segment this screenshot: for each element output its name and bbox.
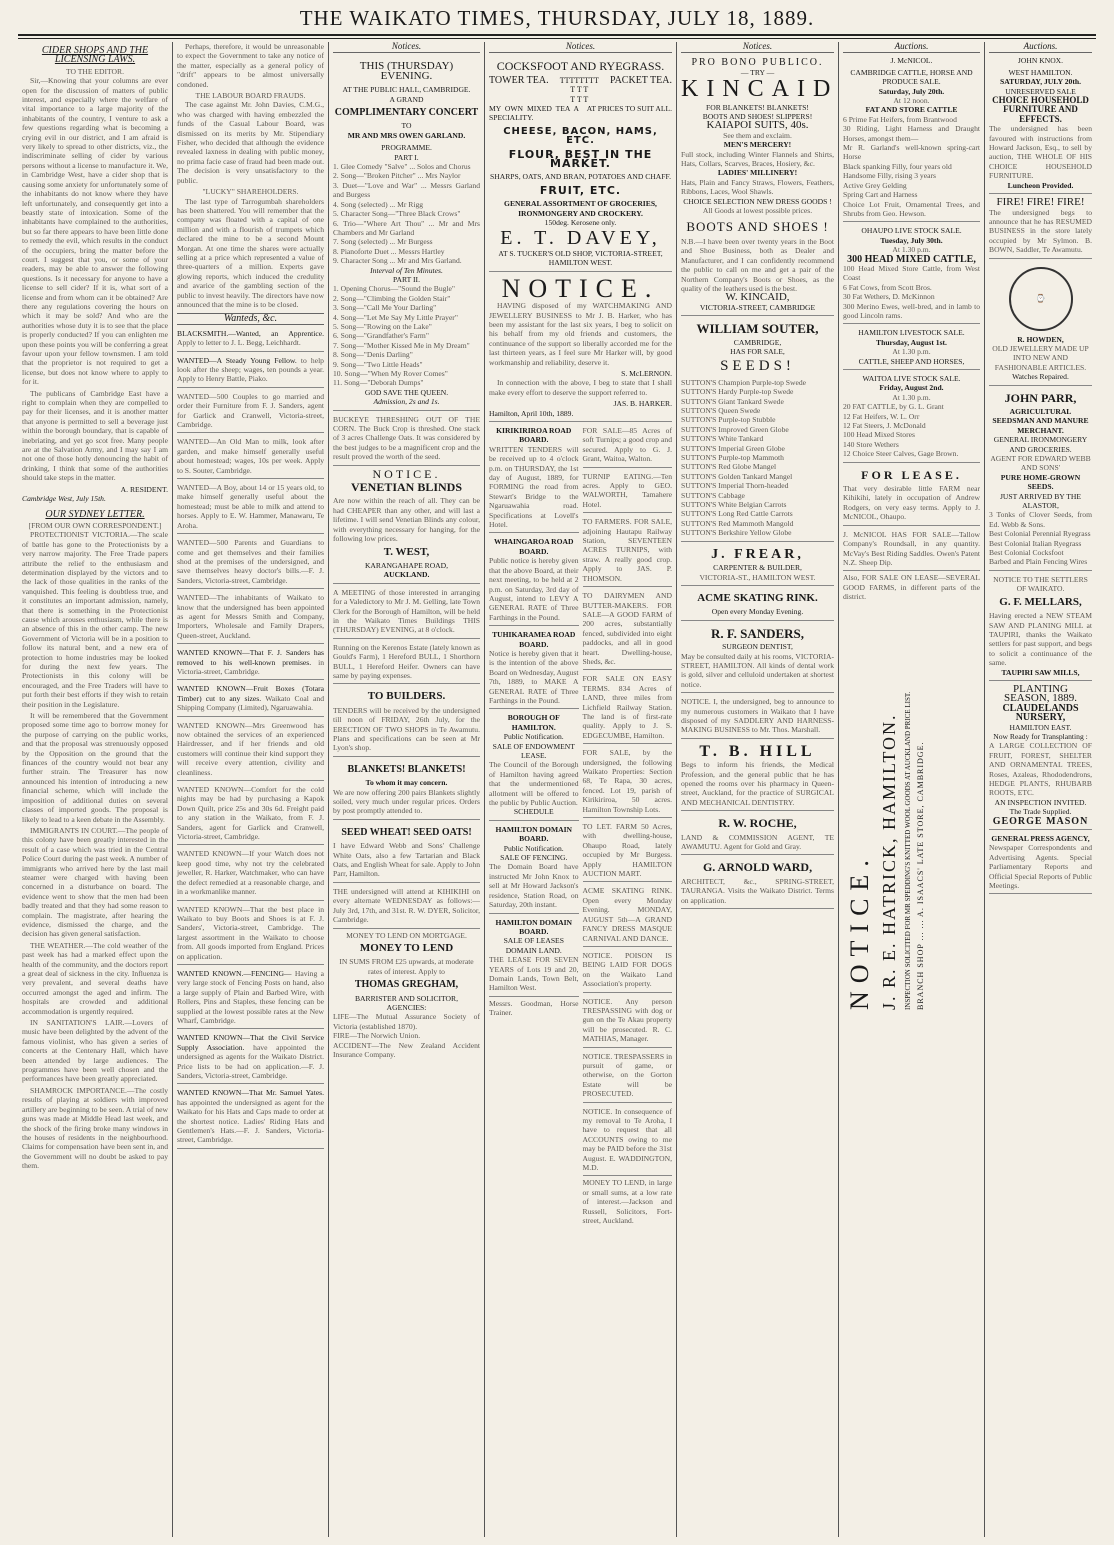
money-to-lend: MONEY TO LEND [359,941,454,954]
bull-notice: Running on the Kerenos Estate (lately known as Gould's Farm), 1 Hereford BULL, 1 Shorthorn BULL, 1 Hereford Heifer. Owners can have same by paying expenses. [333,641,480,685]
nursery-ad [989,683,1092,830]
ward-body: ARCHITECT, &c., SPRING-STREET, TAURANGA. Visits the Waikato District. Terms on application. [681,876,834,905]
wanted-ad: WANTED KNOWN—If your Watch does not keep good time, why not try the celebrated jeweller, R. Harker, Watchmaker, who can have the defect remedied at a reasonable charge, and in a workmanlike manner. [177,847,324,900]
mixed-tea: MY OWN MIXED TEA A SPECIALITY. [489,104,579,123]
kincaid-name: KINCAID [681,76,838,103]
part-1-heading: PART I. [394,152,419,162]
blankets-ad [333,759,480,820]
column-5-notices [677,42,838,1537]
concert-grand: A GRAND [389,94,424,104]
masthead-rule [18,34,1096,36]
sanders-ad [681,623,834,693]
parr-ad [989,388,1092,571]
auctions-heading: Auctions. [843,42,980,53]
goodman-ad: Messrs. Goodman, Horse Trainer. [489,998,579,1018]
press-ad [989,832,1092,894]
concert-title: COMPLIMENTARY CONCERT [334,107,479,119]
mellars-body: Having erected a NEW STEAM SAW AND PLANING MILL at TAUPIRI, thanks the Waikato settlers for past support, and begs to solicit a continuance of the same. [989,611,1092,668]
wanted-ad: WANTED—500 Couples to go married and order their Furniture from F. J. Sanders, agent for Garlick and Cranwell, Victoria-street, Cambridge. [177,390,324,434]
dairymen-ad: TO DAIRYMEN AND BUTTER-MAKERS. FOR SALE—A GOOD FARM of 200 acres, substantially fenced, subdivided into eight paddocks, and all in good heart. Dwelling-house, Sheds, &c. [583,589,673,670]
hatrick-branch: BRANCH SHOP ... ... A. ISAACS' LATE STORE, CAMBRIDGE. [916,741,925,1010]
kincaid-address: VICTORIA-STREET, CAMBRIDGE [699,302,816,312]
davey-address: AT S. TUCKER'S OLD SHOP, VICTORIA-STREET, HAMILTON WEST. [498,248,663,268]
endowment-title: SALE OF ENDOWMENT LEASE. [492,741,575,760]
kaiapoi-sub: See them and exclaim. [723,130,792,140]
souter-has: HAS FOR SALE, [730,346,785,356]
road-board-row [489,424,672,1225]
alastor: JUST ARRIVED BY THE ALASTOR, [999,491,1082,511]
sale-time: At 12 noon. [893,96,930,106]
sanders-trade: SURGEON DENTIST, [722,642,793,652]
fruit-line: FRUIT, ETC. [539,183,622,197]
planting-season: PLANTING SEASON, 1889. [1003,682,1078,705]
sale-ad: FOR SALE—85 Acres of soft Turnips; a good crop and secured. Apply to G. J. Grant, Waitoa, Walton. [583,424,673,468]
parr-name: JOHN PARR, [1004,390,1077,405]
domain-title-2: HAMILTON DOMAIN BOARD. [495,917,573,936]
fencing-title: SALE OF FENCING. [500,853,568,863]
domain-ad [489,823,579,914]
wanted-title: WANTED—A Steady Young Fellow. [177,355,297,365]
now-ready: Now Ready for Transplanting : [993,731,1088,741]
try: — TRY — [740,67,775,77]
wanted-title: WANTED KNOWN.—FENCING— [177,968,292,978]
alastor-list: 3 Tonks of Clover Seeds, from Ed. Webb & Sons. Best Colonial Perennial Ryegrass Best Colonial Italian Ryegrass Best Colonial Cocksfoot Barbed and Plain Fencing Wires [989,510,1092,567]
seed-title: SEED WHEAT! SEED OATS! [341,826,472,838]
wanteds-heading: Wanteds, &c. [177,313,324,324]
wanted-ad: WANTED KNOWN—That F. J. Sanders has removed to his well-known premises. in Victoria-street, Cambridge. [177,646,324,680]
trade: The Trade Supplied. [1009,807,1072,817]
builders-ad [333,686,480,756]
west-city: AUCKLAND. [383,570,430,580]
acme-ad [681,588,834,621]
taupiri: TAUPIRI SAW MILLS, [1001,667,1080,677]
sydney-heading: OUR SYDNEY LETTER. [45,508,145,520]
programme-heading: PROGRAMME. [381,143,432,153]
whaingaroa-body: Public notice is hereby given that the above Board, at their next meeting, to be held at 2 p.m. on Saturday, 3rd day of August, intend to LEVY A GENERAL RATE of Three Farthings in the Pound. [489,556,579,622]
fire-ad [989,196,1092,258]
ward-name: G. ARNOLD WARD, [702,860,813,875]
wanted-ad: WANTED KNOWN—That the Civil Service Supply Association. have appointed the undersigned as agents for the Waikato District. Price lists to be had on application.—F. J. Sanders, Victoria-street, Cambridge. [177,1031,324,1084]
west-hamilton: WEST HAMILTON. [1008,67,1073,77]
tea-row-2 [489,104,672,123]
sale-time: At 1.30 p.m. [892,245,931,255]
roche-name: R. W. ROCHE, [718,816,797,831]
howden-ad [989,261,1092,386]
interval: Interval of Ten Minutes. [370,265,443,275]
masthead-rule-thin [18,38,1096,39]
mens-mercery: MEN'S MERCERY! [723,140,792,150]
davey-ad [489,56,672,271]
mellars-ad [989,573,1092,681]
groceries-line: GENERAL ASSORTMENT OF GROCERIES, IRONMONGERY AND CROCKERY. [504,199,657,218]
article-text: IMMIGRANTS IN COURT.—The people of this colony have been greatly interested in the result of a case which was tried in the Central Police Court during the past week. A number of immigrants who arrived here by the last mail steamer were charged with having been concerned in a disturbance on board. The evidence went to show that the men had been badly treated and that they had some reason to complain. The magistrate, after hearing the evidence, dismissed the charge, and the decision has given general satisfaction. [22,825,168,939]
auctions-heading: Auctions. [989,42,1092,53]
agencies: AGENCIES: [386,1002,427,1012]
frear-trade: CARPENTER & BUILDER, [713,563,802,573]
kirikiriroa-ad [489,424,579,533]
notice-word: NOTICE. [372,466,441,481]
knox-ad [989,66,1092,194]
souter-ad [681,318,834,542]
waitoa-title: WAITOA LIVE STOCK SALE. [862,374,961,383]
column-2-wanteds [173,42,328,1537]
watches-repaired: Watches Repaired. [1012,372,1069,382]
wanted-ad: WANTED—A Steady Young Fellow. to help look after the sheep; wages, ten pounds a year. Apply to Henry Battle, Piako. [177,354,324,388]
agent-line: AGENT FOR EDWARD WEBB AND SONS' [990,454,1091,473]
builders-title: TO BUILDERS. [367,690,446,703]
blankets-body: We are now offering 200 pairs Blankets slightly soiled, very much under regular prices. Orders by post promptly attended to. [333,787,480,816]
tea-logo: TTTTTTTT T T T T T T [559,75,599,104]
acme-ad: ACME SKATING RINK. Open every Monday Evening. MONDAY, AUGUST 5th—A GRAND FANCY DRESS MASQUE CARNIVAL AND DANCE. [583,884,673,946]
ironmongery: GENERAL IRONMONGERY AND GROCERIES. [993,435,1088,454]
head-300: 300 HEAD MIXED CATTLE, [847,253,976,265]
fat-store-body: 6 Prime Fat Heifers, from Brantwood 30 Riding, Light Harness and Draught Horses, amongst them— Mr R. Garland's well-known spring-cart Horse Black spanking Filly, four years old Handsome Filly, rising 3 years Active Grey Gelding Spring Cart and Harness Choice Lot Fruit, Ornamental Trees, and Shrubs from Geo. Hewson. [843,114,980,218]
sharps-line: SHARPS, OATS, AND BRAN, POTATOES AND CHAFF. [490,172,671,182]
cattle-title: CAMBRIDGE CATTLE, HORSE AND PRODUCE SALE. [850,67,973,87]
mcnicol-sale: J. McNICOL HAS FOR SALE—Tallow Company's Roundsall, in any quantity. McVay's Best Riding Saddles. Owen's Patent N.Z. Sheep Dip. [843,528,980,572]
article-text: Perhaps, therefore, it would be unreasonable to expect the Government to take any notice of the matter, especially as a general policy of "drift" appears to be almost universally condoned. [177,42,324,89]
barrister: BARRISTER AND SOLICITOR, [354,993,459,1003]
article-date: Cambridge West, July 15th. [22,494,106,504]
hatrick-notice: NOTICE. [845,852,874,1010]
press-body: Newspaper Correspondents and Advertising Agents. Special Parliamentary Reports and Official Special Reports of Public Meetings. [989,843,1092,891]
sale-time: At 1.30 p.m. [892,392,931,402]
notice-body: HAVING disposed of my WATCHMAKING AND JEWELLERY BUSINESS to Mr J. B. Harker, who has been my assistant for the last six years, I beg to solicit on his behalf from my old friends and customers, the continuance of the support so liberally accorded me for the last thirteen years, as I feel sure Mr Harker will, by good workmanship and reliability, deserve it. [489,301,672,367]
mercery-body: Full stock, including Winter Flannels and Shirts, Hats, Collars, Scarves, Braces, Hosiery, &c. [681,149,834,169]
tower-tea: TOWER TEA. [489,74,549,86]
trespass-notice-2: NOTICE. TRESPASSERS in pursuit of game, or otherwise, on the Gorton Estate will be PROSECUTED. [583,1050,673,1103]
notice-ad: THE undersigned will attend at KIHIKIHI on every alternate WEDNESDAY as follows:—July 3rd, 17th, and 31st. R. W. DYER, Solicitor, Cambridge. [333,885,480,929]
cattle-date: Saturday, July 20th. [878,86,945,96]
kirikiriroa-body: WRITTEN TENDERS will be received up to 4 o'clock p.m. on THURSDAY, the 1st day of August, 1889, for FORMING the road from Stewart's Bridge to the Ngaruawahia road. Specifications at Lovell's Hotel. [489,444,579,530]
ohaupo-title: OHAUPO LIVE STOCK SALE. [861,226,962,236]
concert-when: THIS (THURSDAY) EVENING. [359,60,454,82]
knox-body: The undersigned has been favoured with instructions from Howard Jackson, Esq., to sell by auction, THE WHOLE OF HIS CHOICE HOUSEHOLD FURNITURE. [989,124,1092,181]
money-body: IN SUMS FROM £25 upwards, at moderate rates of interest. Apply to [339,957,474,976]
knox-date: SATURDAY, JULY 20th. [999,77,1082,87]
trespass-notice: NOTICE. Any person TRESPASSING with dog or gun on the Te Akau property will be prosecuted. R. C. MATHIAS, Manager. [583,995,673,1048]
money-lend-ad: MONEY TO LEND, in large or small sums, at a low rate of interest.—Jackson and Russell, Solicitors, Fort-street, Auckland. [582,1178,672,1226]
blankets-sub: To whom it may concern. [365,778,448,788]
leases-ad [489,916,579,997]
money-mortgage: MONEY TO LEND ON MORTGAGE. [346,930,467,940]
auctioneer: J. McNICOL. [890,56,933,66]
road-board-left [489,424,579,1225]
cider-heading: CIDER SHOPS AND THE LICENSING LAWS. [41,45,149,66]
article-text: PROTECTIONIST VICTORIA.—The scale of battle has gone to the Protectionists by a very narrow majority. The Free Trade papers attribute the relief to the enthusiasm and determination displayed by the victors and to the lack of those qualities in the ranks of the vanquished. This feeling is doubtless true, and it constitutes an important admission, namely, that there is something in the Protectionist cause which arouses enthusiasm, while there is an absence of this in the other camp. The new Government of Victoria will be in a position to follow its natural bent, and a new era of protection to home industries may be looked for during the next few years. The Protectionists in this colony will be encouraged, and the Free Traders will have to put forth their best efforts if they wish to retain their position in the Legislature. [22,530,168,709]
hatrick-vertical-ad [845,630,975,1010]
davey-name: E. T. DAVEY, [500,226,661,249]
press-title: GENERAL PRESS AGENCY, [991,834,1090,844]
article-text: THE WEATHER.—The cold weather of the past week has had a marked effect upon the health of the community, and the doctors report a great deal of sickness in the city. Influenza is very prevalent, and several deaths have occurred amongst the aged and infirm. The hospitals are crowded and additional accommodation is urgently required. [22,940,168,1016]
blankets: FOR BLANKETS! BLANKETS! [706,102,809,112]
borough-sub: Public Notification. [503,732,564,742]
ohaupo-body: 100 Head Mixed Store Cattle, from West Coast 6 Fat Cows, from Scott Bros. 30 Fat Wethers, D. McKinnon 300 Merino Ewes, well-bred, and in lamb to good Lincoln rams. [843,263,980,320]
road-board-right [583,424,673,1225]
concert-to: TO [401,121,412,131]
boots-body: N.B.—I have been over twenty years in the Boot and Shoe Business, both as Dealer and Manufacturer, and I can confidently recommend the public to call on me and get a pair of the Northern Company's Boots or Shoes, as the quality of the leathers used is the best. [681,236,834,293]
seeds-title: SEEDS! [720,358,795,375]
claudelands: CLAUDELANDS NURSERY, [1002,702,1079,724]
hatrick-wool: INSPECTION SOLICITED FOR MR SPEDDING'S KNITTED WOOL GOODS AT AUCKLAND PRICE LIST. [904,691,912,1010]
lease-body: That very desirable little FARM near Kihikihi, lately in occupation of Andrew Rodgers, on very easy terms. Apply to J. McNICOL, Ohaupo. [843,484,980,522]
article-text: The case against Mr. John Davies, C.M.G., who was charged with having embezzled the funds of the Casual Labour Board, was dismissed on its merits by Mr. Stipendiary Fisher, who decided that although the evidence revealed laxness in dealing with public money, no prima facie case of fraud had been made out. The decision is very unsatisfactory to the public. [177,100,324,185]
waitoa-date: Friday, August 2nd. [879,383,944,393]
seed-body: I have Edward Webb and Sons' Challenge White Oats, also a few Tartarian and Black Oats, and English Wheat for sale. Apply to John Parr, Hamilton. [333,841,480,879]
farms-sale: Also, FOR SALE ON LEASE—SEVERAL GOOD FARMS, in different parts of the district. [843,573,980,602]
column-1-editorial [18,42,172,1537]
settlers-line: NOTICE TO THE SETTLERS OF WAIKATO. [993,574,1088,594]
pure-seeds: PURE HOME-GROWN SEEDS. [1000,472,1081,492]
kincaid-signature: W. KINCAID, [725,291,790,304]
article-text: The last type of Tarrogumbah shareholders has been shattered. You will remember that the company was floated with a capital of one million and with a flourish of trumpets which declared the mine to be a second Mount Morgan. At one time the shares were actually selling at a price which represented a value of three-quarters of a million. Experts gave glowing reports, which induced the credulity and avarice of the gambling section of the public to invest heavily. The directors have now announced that the mine is to be closed. [177,196,324,309]
packet-tea: PACKET TEA. [609,74,672,86]
kirikiriroa-title: KIRIKIRIROA ROAD BOARD. [496,426,572,445]
leases-body: THE LEASE FOR SEVEN YEARS of Lots 19 and 20, Domain Lands, Town Belt, Hamilton West. [489,955,579,993]
hamilton-date: Thursday, August 1st. [876,337,947,347]
farmers-ad: TO FARMERS. FOR SALE, adjoining Hautapu Railway Station, SEVENTEEN ACRES TURNIPS, with straw. A really good crop. Apply to JAS. P. THOMSON. [583,515,673,587]
household: CHOICE HOUSEHOLD FURNITURE AND EFFECTS. [992,95,1089,124]
author-signature: A. RESIDENT. [120,484,168,494]
endowment-body: The Council of the Borough of Hamilton having agreed that the undermentioned allotment will be offered to the public by Public Auction. [489,760,579,808]
easy-terms-ad: FOR SALE ON EASY TERMS. 834 Acres of LAND, three miles from Lichfield Railway Station. The land is of first-rate quality. Apply to J. S. EDGECUMBE, Hamilton. [583,672,673,744]
blankets-title: BLANKETS! BLANKETS! [347,763,466,775]
harker-notice [489,274,672,422]
cattle-sale [843,66,980,223]
hill-name: T. B. HILL [699,742,816,760]
buckeye-ad: BUCKEYE THRESHING OUT OF THE CORN. The Buck Crop is threshed. One stack of 3 acres Challenge Oats. It was considered by the best judges to be a magnificent crop and the result proved the worth of the seed. [333,413,480,466]
domain-sub: Public Notification. [503,843,564,853]
seeds-list: SUTTON'S Champion Purple-top Swede SUTTON'S Hardy Purple-top Swede SUTTON'S Giant Tankard Swede SUTTON'S Queen Swede SUTTON'S Purple-top Stubble SUTTON'S Improved Green Globe SUTTON'S White Tankard SUTTON'S Imperial Green Globe SUTTON'S Purple-top Mammoth SUTTON'S Red Globe Mangel SUTTON'S Golden Tankard Mangel SUTTON'S Imperial Thorn-headed SUTTON'S Cabbage SUTTON'S White Belgian Carrots SUTTON'S Long Red Cattle Carrots SUTTON'S Red Mammoth Mangold SUTTON'S Berkshire Yellow Globe [681,377,807,538]
waitoa-body: 20 FAT CATTLE, by G. L. Grant 12 Fat Heifers, W. L. Orr 12 Fat Steers, J. McDonald 100 Head Mixed Stores 140 Store Wethers 12 Choice Steer Calves, Gage Brown. [843,402,959,459]
mason: GEORGE MASON [992,815,1089,827]
wanted-ad: WANTED—The inhabitants of Waikato to know that the undersigned has been appointed as agent for Messrs Smith and Company, Importers, Wholesale and Family Drapers, Queen-street, Auckland. [177,591,324,644]
part-2-heading: PART II. [393,274,420,284]
knox-name: JOHN KNOX. [1017,56,1064,66]
roche-ad [681,813,834,855]
poison-notice: NOTICE. POISON IS BEING LAID FOR DOGS on the Waikato Land Association's property. [583,949,673,993]
ladies-millinery: LADIES' MILLINERY! [717,168,798,178]
meeting-notice: A MEETING of those interested in arranging for a Valedictory to Mr J. M. Gelling, late Town Clerk for the Borough of Hamilton, will be held in the Waikato Times Buildings THIS (THURSDAY) EVENING, at 8 o'clock. [333,586,480,639]
west-name: T. WEST, [383,545,430,558]
removal-notice: NOTICE. In consequence of my removal to Te Aroha, I have to request that all ACCOUNTS owing to me may be PAID before the 31st August. E. WADDINGTON, M.D. [583,1105,673,1177]
wanted-ad: WANTED KNOWN.—FENCING— Having a very large stock of Fencing Posts on hand, also a large supply of Plain and Barbed Wire, with Rollers, Pins and Staples, these fencing can be supplied at the lowest possible rates at the New Wharf, Cambridge. [177,967,324,1029]
for-lease [843,465,980,526]
subheading: "LUCKY" SHAREHOLDERS. [202,187,299,197]
article-text: Sir,—Knowing that your columns are ever open for the discussion of matters of public interest, and especially where the welfare of vital importance to a large majority of the inhabitants of the country, I venture to ask a few questions regarding what is becoming a crying evil in our district, and I am afraid is very likely to spread to other districts, viz., the indiscriminate selling of cider by various persons without a license to manufacture it. We, in Cambridge West, have a cider shop that is causing some anxiety for unfortunately some of the inhabitants do not know where they have left unfortunately, and consequently get into a beastly state of intoxication. Some of the inhabitants have complained to the authorities, but so far there appears to have been little done to remedy the evil, which results in the conduct of the occupiers, bring the matter before the court. I suggest that you, or some of your readers, may be able to answer the following questions. Is it necessary for anyone to have a license to sell cider? If it is, what sort of a license and from whom can it be obtained? Are there any regulations covering the hours on which it may be sold? And who are the authorities whose duty it is to see that the place is properly conducted? If you can enlighten me upon these points you will be conferring a great favour upon your fellow townsmen. I am told that the proprietor is not required to get a license, but does not know where to apply to for it. [22,76,168,387]
notice-title: NOTICE. [501,273,660,303]
agencies-list: LIFE—The Mutual Assurance Society of Victoria (established 1870). FIRE—The Norwich Union. ACCIDENT—The New Zealand Accident Insurance Company. [333,1012,480,1059]
venetian-body: Are now within the reach of all. They can be had CHEAPER than any other, and will last a lifetime. I will send Venetian Blinds any colour, with everything necessary for hanging, for the following low prices. [333,496,480,544]
acme-open: Open every Monday Evening. [711,607,804,617]
boots-shoes-title: BOOTS AND SHOES ! [686,218,829,234]
borough-ad [489,711,579,820]
nursery-body: A LARGE COLLECTION OF FRUIT, FOREST, SHELTER AND ORNAMENTAL TREES, Roses, Azaleas, Rhododendrons, HEDGE PLANTS, RHUBARB ROOTS, ETC. [989,741,1092,798]
wanted-ad: WANTED KNOWN—That the best place in Waikato to buy Boots and Shoes is at F. J. Sanders', Victoria-street, Cambridge. The largest assortment in the Waikato to choose from. All goods imported from England. Prices on application. [177,903,324,965]
luncheon: Luncheon Provided. [1007,180,1074,190]
ohaupo-sale [843,224,980,324]
article-text: SHAMROCK IMPORTANCE.—The costly results of playing at soldiers with improved artillery are beginning to be seen. A trial of new guns was made at Middle Head last week, and the shock of the firing broke many windows in the houses of residents in the neighbourhood. Claims for compensation have been sent in, and the Government will no doubt be asked to pay them. [22,1085,168,1171]
wanted-title: WANTED KNOWN—That the Civil Service Supply Association. [177,1033,324,1052]
cattle-sheep-horses: CATTLE, SHEEP AND HORSES, [858,356,965,366]
notice-hotel: NOTICE. I, the undersigned, beg to announce to my numerous customers in Waikato that I have disposed of my SADDLERY AND HARNESS-MAKING BUSINESS to Mr. Thos. Marshall. [681,695,834,739]
leases-title: SALE OF LEASES DOMAIN LAND. [503,936,564,955]
wanted-ad: WANTED KNOWN—Mrs Greenwood has now obtained the services of an experienced Hairdresser, and if her friends and old customers will continue their kind support they will receive every attention, civility and cleanliness. [177,719,324,781]
lease-title: FOR LEASE. [861,467,962,482]
wanted-title: WANTED KNOWN—Fruit Boxes (Totara Timber) cut to any sizes. [177,684,324,703]
wanted-ad: WANTED KNOWN—That Mr. Samuel Yates. has appointed the undersigned as agent for the Waikato for his Hats and Caps made to order at the shortest notice. Ladies' Riding Hats and Gentlemen's Hats.—F. J. Sanders, Victoria-street, Cambridge. [177,1086,324,1148]
schedule-title: SCHEDULE [513,807,554,817]
tea-row [489,76,672,104]
waitoa-sale [843,372,980,463]
notice-date: Hamilton, April 10th, 1889. [489,408,574,418]
sanders-name: R. F. SANDERS, [710,625,805,641]
wanted-title: WANTED KNOWN—That F. J. Sanders has removed to his well-known premises. [177,648,324,667]
hamilton-livestock [843,326,980,370]
wanted-ad: WANTED—500 Parents and Guardians to come and get themselves and their families shod at the premises of the undersigned, and save themselves heavy doctor's bills.—F. J. Sanders, Victoria-street, Cambridge. [177,536,324,589]
kincaid-ad [681,56,838,316]
hatrick-name: J. R. E. HATRICK, HAMILTON. [879,713,899,1010]
god-save: GOD SAVE THE QUEEN. [364,387,449,397]
frear-ad [681,544,834,586]
column-4-notices [485,42,676,1537]
prices: AT PRICES TO SUIT ALL. [586,104,672,114]
flour-line: FLOUR, BEST IN THE MARKET. [508,147,653,171]
fencing-body: The Domain Board have instructed Mr John Knox to sell at Mr Howard Jackson's residence, Station Road, on Saturday, 20th instant. [489,862,579,910]
venetian-title: VENETIAN BLINDS [350,480,463,495]
mellars-name: G. F. MELLARS, [999,595,1082,608]
hill-body: Begs to inform his friends, the Medical Profession, and the general public that he has opened the rooms over his pharmacy in Queen-street, Auckland, for the practice of SURGICAL AND MECHANICAL DENTISTRY. [681,760,834,807]
waikato-properties: FOR SALE, by the undersigned, the following Waikato Properties: Section 68, Te Rapa, 30 acres, fenced. Lot 19, parish of Kirikiriroa, 50 acres. Hamilton Township Lots. [583,746,673,818]
venetian-ad [333,468,480,584]
wanted-ad: WANTED—A Boy, about 14 or 15 years old, to make himself generally useful about the homestead; must be able to milk and attend to horses. Apply to E. W. Hammer, Manawaru, Te Aroha. [177,481,324,534]
tuhikaramea-title: TUHIKARAMEA ROAD BOARD. [492,630,576,649]
ohaupo-date: Tuesday, July 30th. [880,235,943,245]
kerosene-line: 150deg. Kerosene only. [544,218,617,228]
concert-ad [333,56,480,410]
harker: JAS. B. HARKER. [613,399,672,409]
roche-body: LAND & COMMISSION AGENT, TE AWAMUTU. Agent for Gold and Gray. [681,832,834,852]
domain-title: HAMILTON DOMAIN BOARD. [495,824,573,844]
turnip-ad: TURNIP EATING.—Ten acres. Apply to GEO. WALWORTH, Tamahere Hotel. [583,470,673,514]
programme-list: 1. Glee Comedy "Salve" ... Solos and Chorus 2. Song—"Broken Pitcher" ... Mrs Naylor 3. Duet—"Love and War" ... Messrs Garland and Burgess 4. Song (selected) ... Mr Rigg 5. Character Song—"Three Black Crows" 6. Trio—"Where Art Thou" ... Mr and Mrs Chambers and Mr Garland 7. Song (selected) ... Mr Burgess 8. Pianoforte Duet ... Messrs Hartley 9. Character Song ... Mr and Mrs Garland. [333,162,480,266]
wanted-ad: WANTED KNOWN—Fruit Boxes (Totara Timber) cut to any sizes. Waikato Coal and Shipping Company (Limited), Ngaruawahia. [177,682,324,716]
notices-heading: Notices. [333,42,480,53]
probono: PRO BONO PUBLICO. [691,57,824,69]
wanted-ad: WANTED KNOWN—Comfort for the cold nights may be had by purchasing a Kapok Down Quilt, price 25s and 30s 6d. Freight paid to any station in the Waikato, from F. J. Sanders, agent for Garlick and Cranwell, Victoria-street, Cambridge. [177,783,324,845]
frear-address: VICTORIA-ST., HAMILTON WEST. [699,572,816,582]
wanted-ad: BLACKSMITH.—Wanted, an Apprentice. Apply to letter to J. L. Begg, Leichhardt. [177,327,324,352]
watch-icon: ⌚ [1009,267,1073,331]
wanted-title: WANTED KNOWN—That Mr. Samuel Yates. [177,1088,324,1098]
wanted-title: BLACKSMITH.—Wanted, an Apprentice. [177,328,324,338]
boots: BOOTS AND SHOES! SLIPPERS! [702,112,813,122]
builders-body: TENDERS will be received by the undersigned till noon of FRIDAY, 26th July, for the ERECTION OF TWO SHOPS in Te Awamutu. Plans and specifications can be seen at Mr Lyon's shop. [333,705,480,753]
column-7-auctions [985,42,1096,1537]
west-street: KARANGAHAPE ROAD, [364,560,449,570]
article-text: It will be remembered that the Government proposed some time ago to borrow money for the purpose of carrying on the public works, and that the proposal was strenuously opposed by the Opposition on the ground that the finances of the country would not bear any further strain. The Treasurer has now announced his intention of introducing a new financial scheme, which will include the imposition of additional duties on several classes of imported goods. The proposal is likely to lead to a keen debate in the Assembly. [22,711,168,824]
unreserved: UNRESERVED SALE [1005,86,1076,96]
programme-list: 1. Opening Chorus—"Sound the Bugle" 2. Song—"Climbing the Golden Stair" 3. Song—"Call Me Your Darling" 4. Song—"Let Me Say My Little Prayer" 5. Song—"Rowing on the Lake" 6. Song—"Grandfather's Farm" 7. Song—"Mother Kissed Me in My Dream" 8. Song—"Denis Darling" 9. Song—"Two Little Heads" 10. Song—"When My Rover Comes" 11. Song—"Deborah Dumps" [333,284,470,388]
mclernon: S. McLERNON. [621,368,672,378]
tuhikaramea-body: Notice is hereby given that it is the intention of the above Board on Wednesday, August 7th, 1889, to MAKE A GENERAL RATE of Three Farthings in the Pound. [489,648,579,705]
concert-honorees: MR AND MRS OWEN GARLAND. [347,130,466,140]
frear-name: J. FREAR, [711,546,804,562]
souter-name: WILLIAM SOUTER, [696,321,819,337]
acme-title: ACME SKATING RINK. [697,591,818,604]
notice-body: In connection with the above, I beg to state that I shall make every effort to deserve the support referred to. [489,378,672,397]
gregham-name: THOMAS GREGHAM, [354,979,459,991]
column-3-notices [329,42,484,1537]
fire-body: The undersigned begs to announce that he has RESUMED BUSINESS in the store lately occupied by Mr Sylmon. B. BOWN, Saddler, Te Awamutu. [989,207,1092,255]
souter-town: CAMBRIDGE, [733,337,782,347]
inspection: AN INSPECTION INVITED. [994,797,1087,807]
admission: Admission, 2s and 1s. [373,397,440,407]
seed-ad [333,822,480,883]
howden-name: R. HOWDEN, [1017,334,1064,344]
cocksfoot-title: COCKSFOOT AND RYEGRASS. [496,59,665,74]
article-text: The publicans of Cambridge East have a right to complain when they are compelled to pay for their licenses, and it is another matter that anyone is permitted to sell a beverage just within the borough boundary, that is capable of inebriating, and yet go scot free. Many people are at the Salvation Army, and I may say I am not one of those hotly denouncing the habit of drinking, I think that some of the authorities should take steps in the matter. [22,388,168,483]
wanted-ad: WANTED—An Old Man to milk, look after garden, and make himself generally useful about homestead; wages, 10s per week. Apply to S. Souter, Cambridge. [177,435,324,479]
hill-ad [681,741,834,811]
article-text: IN SANITATION'S LAIR.—Lovers of music have been delighted by the advent of the famous violinist, who has given a series of concerts at the Centenary Hall, which have been attended by large audiences. The programmes have been well chosen and the performances have been greatly appreciated. [22,1018,168,1084]
hamilton-title: HAMILTON LIVESTOCK SALE. [858,328,965,338]
tuhikaramea-ad [489,628,579,709]
borough-title: BOROUGH OF HAMILTON. [507,713,560,732]
whaingaroa-title: WHAINGAROA ROAD BOARD. [493,537,574,556]
parr-trade: AGRICULTURAL SEEDSMAN AND MANURE MERCHANT. [992,406,1089,435]
notices-heading: Notices. [489,42,672,53]
howden-body: OLD JEWELLERY MADE UP INTO NEW AND FASHIONABLE ARTICLES. [992,343,1089,372]
sydney-sub: [FROM OUR OWN CORRESPONDENT.] [28,520,162,530]
masthead-title: THE WAIKATO TIMES, THURSDAY, JULY 18, 1889. [299,6,815,30]
dress-goods: CHOICE SELECTION NEW DRESS GOODS ! [683,196,832,206]
millinery-body: Hats, Plain and Fancy Straws, Flowers, Feathers, Ribbons, Laces, Wool Shawls. [681,177,834,197]
fire-title: FIRE! FIRE! FIRE! [996,196,1085,209]
notices-heading: Notices. [681,42,834,53]
concert-where: AT THE PUBLIC HALL, CAMBRIDGE. [342,85,471,95]
prices-line: All Goods at lowest possible prices. [702,206,813,216]
subheading: THE LABOUR BOARD FRAUDS. [195,91,306,101]
kaiapoi: KAIAPOI SUITS, 40s. [706,119,809,132]
ward-ad [681,857,834,909]
fat-store: FAT AND STORE CATTLE [865,105,958,115]
to-editor: TO THE EDITOR. [65,66,124,76]
cheese-line: CHEESE, BACON, HAMS, ETC. [503,125,658,147]
sale-time: At 1.30 p.m. [892,347,931,357]
hamilton-east: HAMILTON EAST. [1009,722,1072,732]
farm-let: TO LET. FARM 50 Acres, with dwelling-house, Ohaupo Road, lately occupied by Mr Burgess. Apply HAMILTON AUCTION MART. [583,820,673,882]
sanders-body: May be consulted daily at his rooms, VICTORIA-STREET, HAMILTON. All kinds of dental work is gold, silver and celluloid undertaken at shortest notice. [681,651,834,689]
whaingaroa-ad [489,535,579,626]
